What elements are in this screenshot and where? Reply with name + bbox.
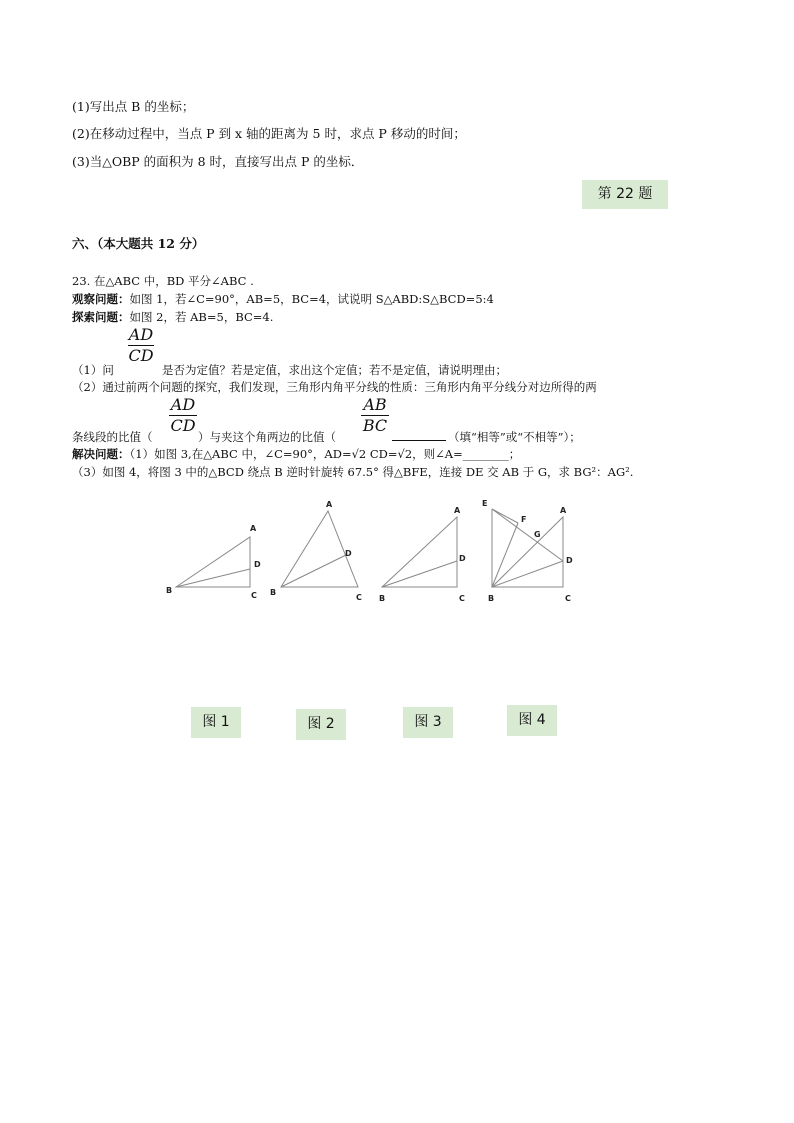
figure-2-label: 图 2	[296, 709, 346, 740]
fraction-ad-cd	[128, 326, 154, 365]
fig3-point-a: A	[454, 506, 461, 515]
geometry-figures	[150, 495, 600, 610]
fig4-bd	[492, 561, 563, 587]
fig1-point-b: B	[166, 586, 173, 595]
fig4-bf	[492, 523, 518, 587]
fraction-ad-cd-2	[169, 396, 197, 435]
fraction-numerator: AD	[128, 325, 154, 344]
q23-solve	[72, 446, 520, 462]
fig4-de	[492, 509, 563, 561]
fig2-point-b: B	[270, 588, 277, 597]
fig4-point-c: C	[565, 594, 571, 603]
fig3-point-d: D	[459, 554, 466, 563]
answer-blank[interactable]	[392, 424, 446, 441]
explore-text: 如图 2，若 AB=5，BC=4.	[129, 310, 274, 324]
fig2-point-c: C	[356, 593, 362, 602]
q23-part2-middle: ）与夹这个角两边的比值（	[198, 430, 336, 444]
fig1-triangle	[176, 537, 250, 587]
q22-item-2: (2)在移动过程中，当点 P 到 x 轴的距离为 5 时，求点 P 移动的时间；	[72, 126, 466, 141]
fig4-point-f: F	[521, 515, 527, 524]
fraction-numerator: AB	[363, 395, 387, 414]
observe-text: 如图 1，若∠C=90°，AB=5，BC=4，试说明 S△ABD:S△BCD=5:4	[129, 292, 494, 306]
figure-3-label: 图 3	[403, 707, 453, 738]
q23-part1-prefix: （1）问	[72, 363, 114, 377]
section-heading: 六、（本大题共 12 分）	[72, 236, 205, 251]
q23-part2-prefix: 条线段的比值（	[72, 430, 153, 444]
fraction-ab-bc	[361, 396, 389, 435]
q23-part3: （3）如图 4，将图 3 中的△BCD 绕点 B 逆时针旋转 67.5° 得△BFE，连接 DE 交 AB 于 G，求 BG²：AG².	[72, 465, 634, 479]
figure-4-label: 图 4	[507, 705, 557, 736]
fig4-point-a: A	[560, 506, 567, 515]
solve-text: （1）如图 3,在△ABC 中，∠C=90°，AD=√2 CD=√2，则∠A=________；	[129, 447, 521, 461]
q23-part2-suffix: （填“相等”或“不相等”）；	[448, 430, 581, 444]
fraction-denominator: CD	[128, 346, 154, 365]
q22-item-1: (1)写出点 B 的坐标；	[72, 99, 195, 114]
fig2-point-a: A	[326, 500, 333, 509]
q23-part1-text: 是否为定值？若是定值，求出这个定值；若不是定值，请说明理由；	[162, 363, 507, 377]
explore-label: 探索问题：	[72, 310, 130, 324]
fig3-bisector	[382, 561, 457, 587]
fraction-denominator: BC	[362, 416, 388, 435]
q23-observe	[72, 291, 494, 307]
fig3-triangle	[382, 517, 457, 587]
q23-explore	[72, 309, 273, 325]
fig3-point-c: C	[459, 594, 465, 603]
fig1-point-d: D	[254, 560, 261, 569]
observe-label: 观察问题：	[72, 292, 130, 306]
q23-stem: 23. 在△ABC 中，BD 平分∠ABC .	[72, 274, 254, 288]
solve-label: 解决问题：	[72, 447, 130, 461]
fraction-denominator: CD	[170, 416, 196, 435]
fig1-bisector	[176, 569, 250, 587]
fig4-point-b: B	[488, 594, 495, 603]
fig3-point-b: B	[379, 594, 386, 603]
q22-figure-label: 第 22 题	[582, 180, 668, 209]
fig4-triangle	[492, 517, 563, 587]
fig4-ef	[492, 509, 518, 523]
fraction-numerator: AD	[170, 395, 196, 414]
fig1-point-c: C	[251, 591, 257, 600]
q23-part2-line1: （2）通过前两个问题的探究，我们发现，三角形内角平分线的性质：三角形内角平分线分对边所得的两	[72, 380, 597, 394]
fig2-point-d: D	[345, 549, 352, 558]
fig1-point-a: A	[250, 524, 257, 533]
figure-1-label: 图 1	[191, 707, 241, 738]
fig4-point-d: D	[566, 556, 573, 565]
fig4-point-e: E	[482, 499, 488, 508]
fig4-point-g: G	[534, 530, 541, 539]
q22-item-3: (3)当△OBP 的面积为 8 时，直接写出点 P 的坐标．	[72, 154, 364, 169]
